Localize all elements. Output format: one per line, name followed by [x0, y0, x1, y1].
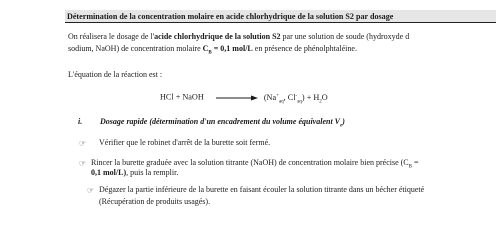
bullet-2-line-1: Rincer la burette graduée avec la solution titrante (NaOH) de concentration molaire bien précise ($C_B$ = [91, 158, 419, 170]
intro-text-2-end: en présence de phénolphtaléine. [252, 44, 357, 53]
bullet-1: Vérifier que le robinet d'arrêt de la burette soit fermé. [99, 138, 271, 147]
reaction-arrow-icon [216, 95, 258, 101]
section-header: Détermination de la concentration molaire en acide chlorhydrique de la solution S2 par dosage [65, 10, 496, 23]
section-title: Dosage rapide (détermination d'un encadrement du volume équivalent $V_e$) [100, 117, 345, 129]
equation-products: ($Na^+_{aq}$, $Cl^-_{aq}) + H_2O$ [263, 92, 328, 105]
section-number: i. [78, 117, 83, 126]
equation-label: L'équation de la réaction est : [68, 70, 163, 79]
intro-text-end: par une solution de soude (hydroxyde d [280, 32, 410, 41]
intro-bold: acide chlorhydrique de la solution S2 [154, 32, 281, 41]
pointing-hand-icon: ☞ [79, 159, 87, 168]
equation-reactants: HCl + NaOH [160, 92, 204, 102]
bullet-2-line-2: 0,1 mol/L), puis la remplir. [91, 168, 179, 177]
intro-line-1 [68, 32, 409, 42]
pointing-hand-icon: ☞ [87, 186, 95, 195]
bullet-3-line-1: Dégazer la partie inférieure de la burette en faisant écouler la solution titrante dans un bécher étiqueté [99, 185, 425, 194]
intro-text: On réalisera le dosage de l' [68, 32, 155, 41]
bullet-3-line-2: (Récupération de produits usagés). [99, 197, 211, 206]
intro-line-2 [68, 44, 357, 59]
pointing-hand-icon: ☞ [79, 139, 87, 148]
reaction-equation [160, 91, 328, 107]
intro-text-2: sodium, NaOH) de concentration molaire [68, 44, 203, 53]
concentration-value: $C_B = 0,1$ mol/L [202, 44, 253, 56]
